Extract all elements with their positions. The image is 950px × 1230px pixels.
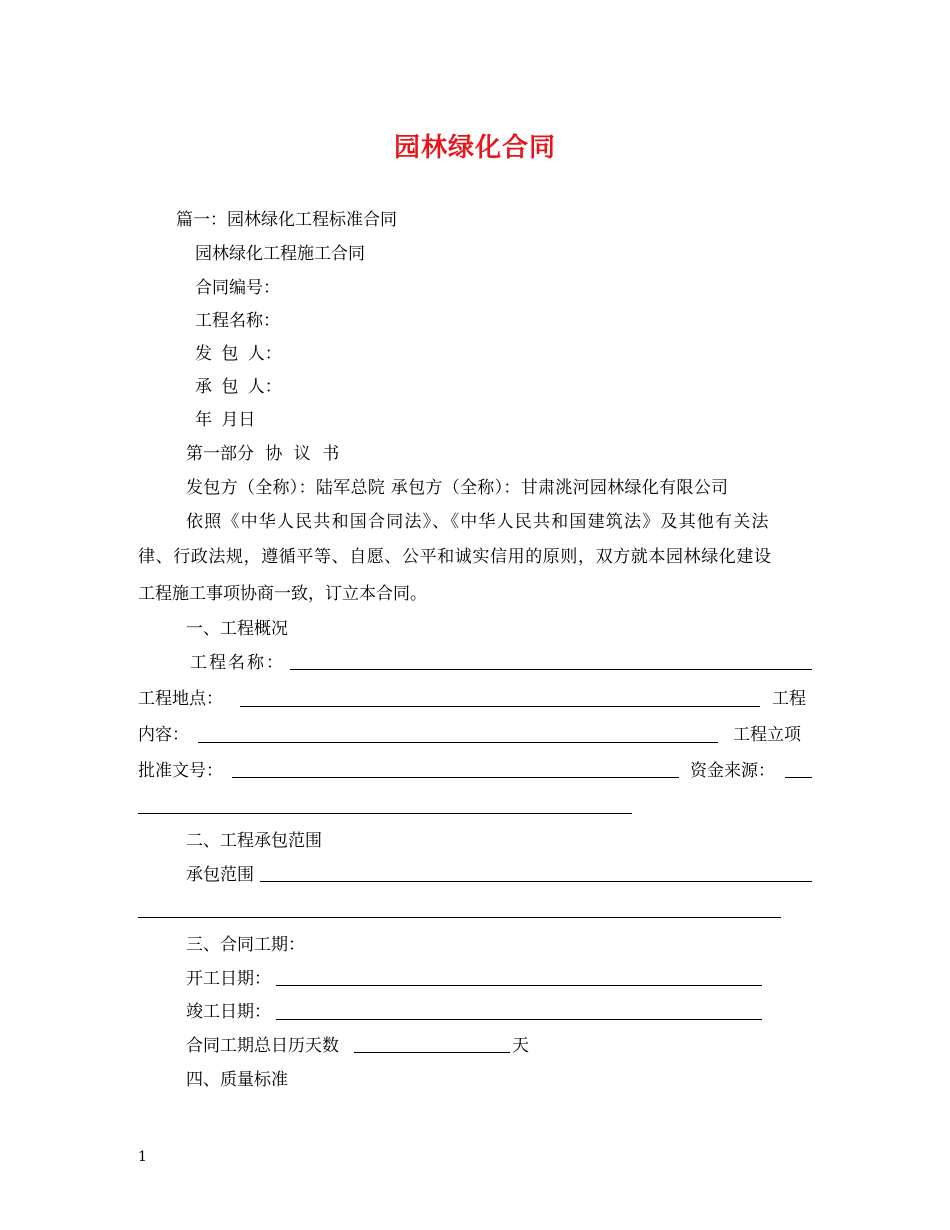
intro-line-2: 律、行政法规，遵循平等、自愿、公平和诚实信用的原则，双方就本园林绿化建设 (138, 547, 772, 567)
start-date-label: 开工日期： (186, 969, 271, 989)
page-number: 1 (138, 1149, 147, 1165)
parties-line: 发包方（全称）：陆军总院 承包方（全称）：甘肃洮河园林绿化有限公司 (186, 478, 729, 498)
contract-subtitle: 园林绿化工程施工合同 (195, 244, 365, 264)
start-date-blank[interactable] (276, 985, 762, 986)
document-title: 园林绿化合同 (393, 133, 556, 163)
section1-heading: 一、工程概况 (186, 619, 288, 639)
date-label: 年 月日 (195, 410, 256, 430)
section3-heading: 三、合同工期： (186, 935, 305, 955)
content-label-b: 内容： (138, 725, 189, 745)
funding-blank-b[interactable] (138, 813, 632, 814)
part-heading: 篇一：园林绿化工程标准合同 (176, 210, 397, 230)
intro-line-1: 依照《中华人民共和国合同法》、《中华人民共和国建筑法》及其他有关法 (186, 512, 770, 532)
scope-label: 承包范围 (186, 865, 254, 885)
content-label-a: 工程 (772, 689, 806, 709)
end-date-label: 竣工日期： (186, 1002, 271, 1022)
location-label: 工程地点： (138, 689, 223, 709)
total-days-label: 合同工期总日历天数 (186, 1036, 339, 1056)
section4-heading: 四、质量标准 (186, 1070, 288, 1090)
end-date-blank[interactable] (276, 1019, 762, 1020)
section1-name-label: 工程名称： (190, 653, 285, 673)
approval-blank[interactable] (232, 777, 679, 778)
funding-label: 资金来源： (690, 761, 775, 781)
scope-blank-a[interactable] (260, 881, 812, 882)
approval-label-a: 工程立项 (733, 725, 801, 745)
total-days-unit: 天 (512, 1036, 529, 1056)
content-blank[interactable] (198, 742, 718, 743)
intro-line-3: 工程施工事项协商一致，订立本合同。 (138, 584, 427, 604)
employer-label: 发 包 人： (195, 344, 282, 364)
contractor-label: 承 包 人： (195, 377, 282, 397)
scope-blank-b[interactable] (138, 917, 781, 918)
project-name-label: 工程名称： (195, 311, 280, 331)
project-name-blank[interactable] (290, 669, 812, 670)
part-one-heading: 第一部分 协 议 书 (186, 444, 340, 464)
contract-number-label: 合同编号： (195, 278, 280, 298)
funding-blank-a[interactable] (785, 777, 812, 778)
total-days-blank[interactable] (354, 1052, 510, 1053)
approval-label-b: 批准文号： (138, 761, 223, 781)
location-blank[interactable] (240, 706, 760, 707)
section2-heading: 二、工程承包范围 (186, 831, 322, 851)
